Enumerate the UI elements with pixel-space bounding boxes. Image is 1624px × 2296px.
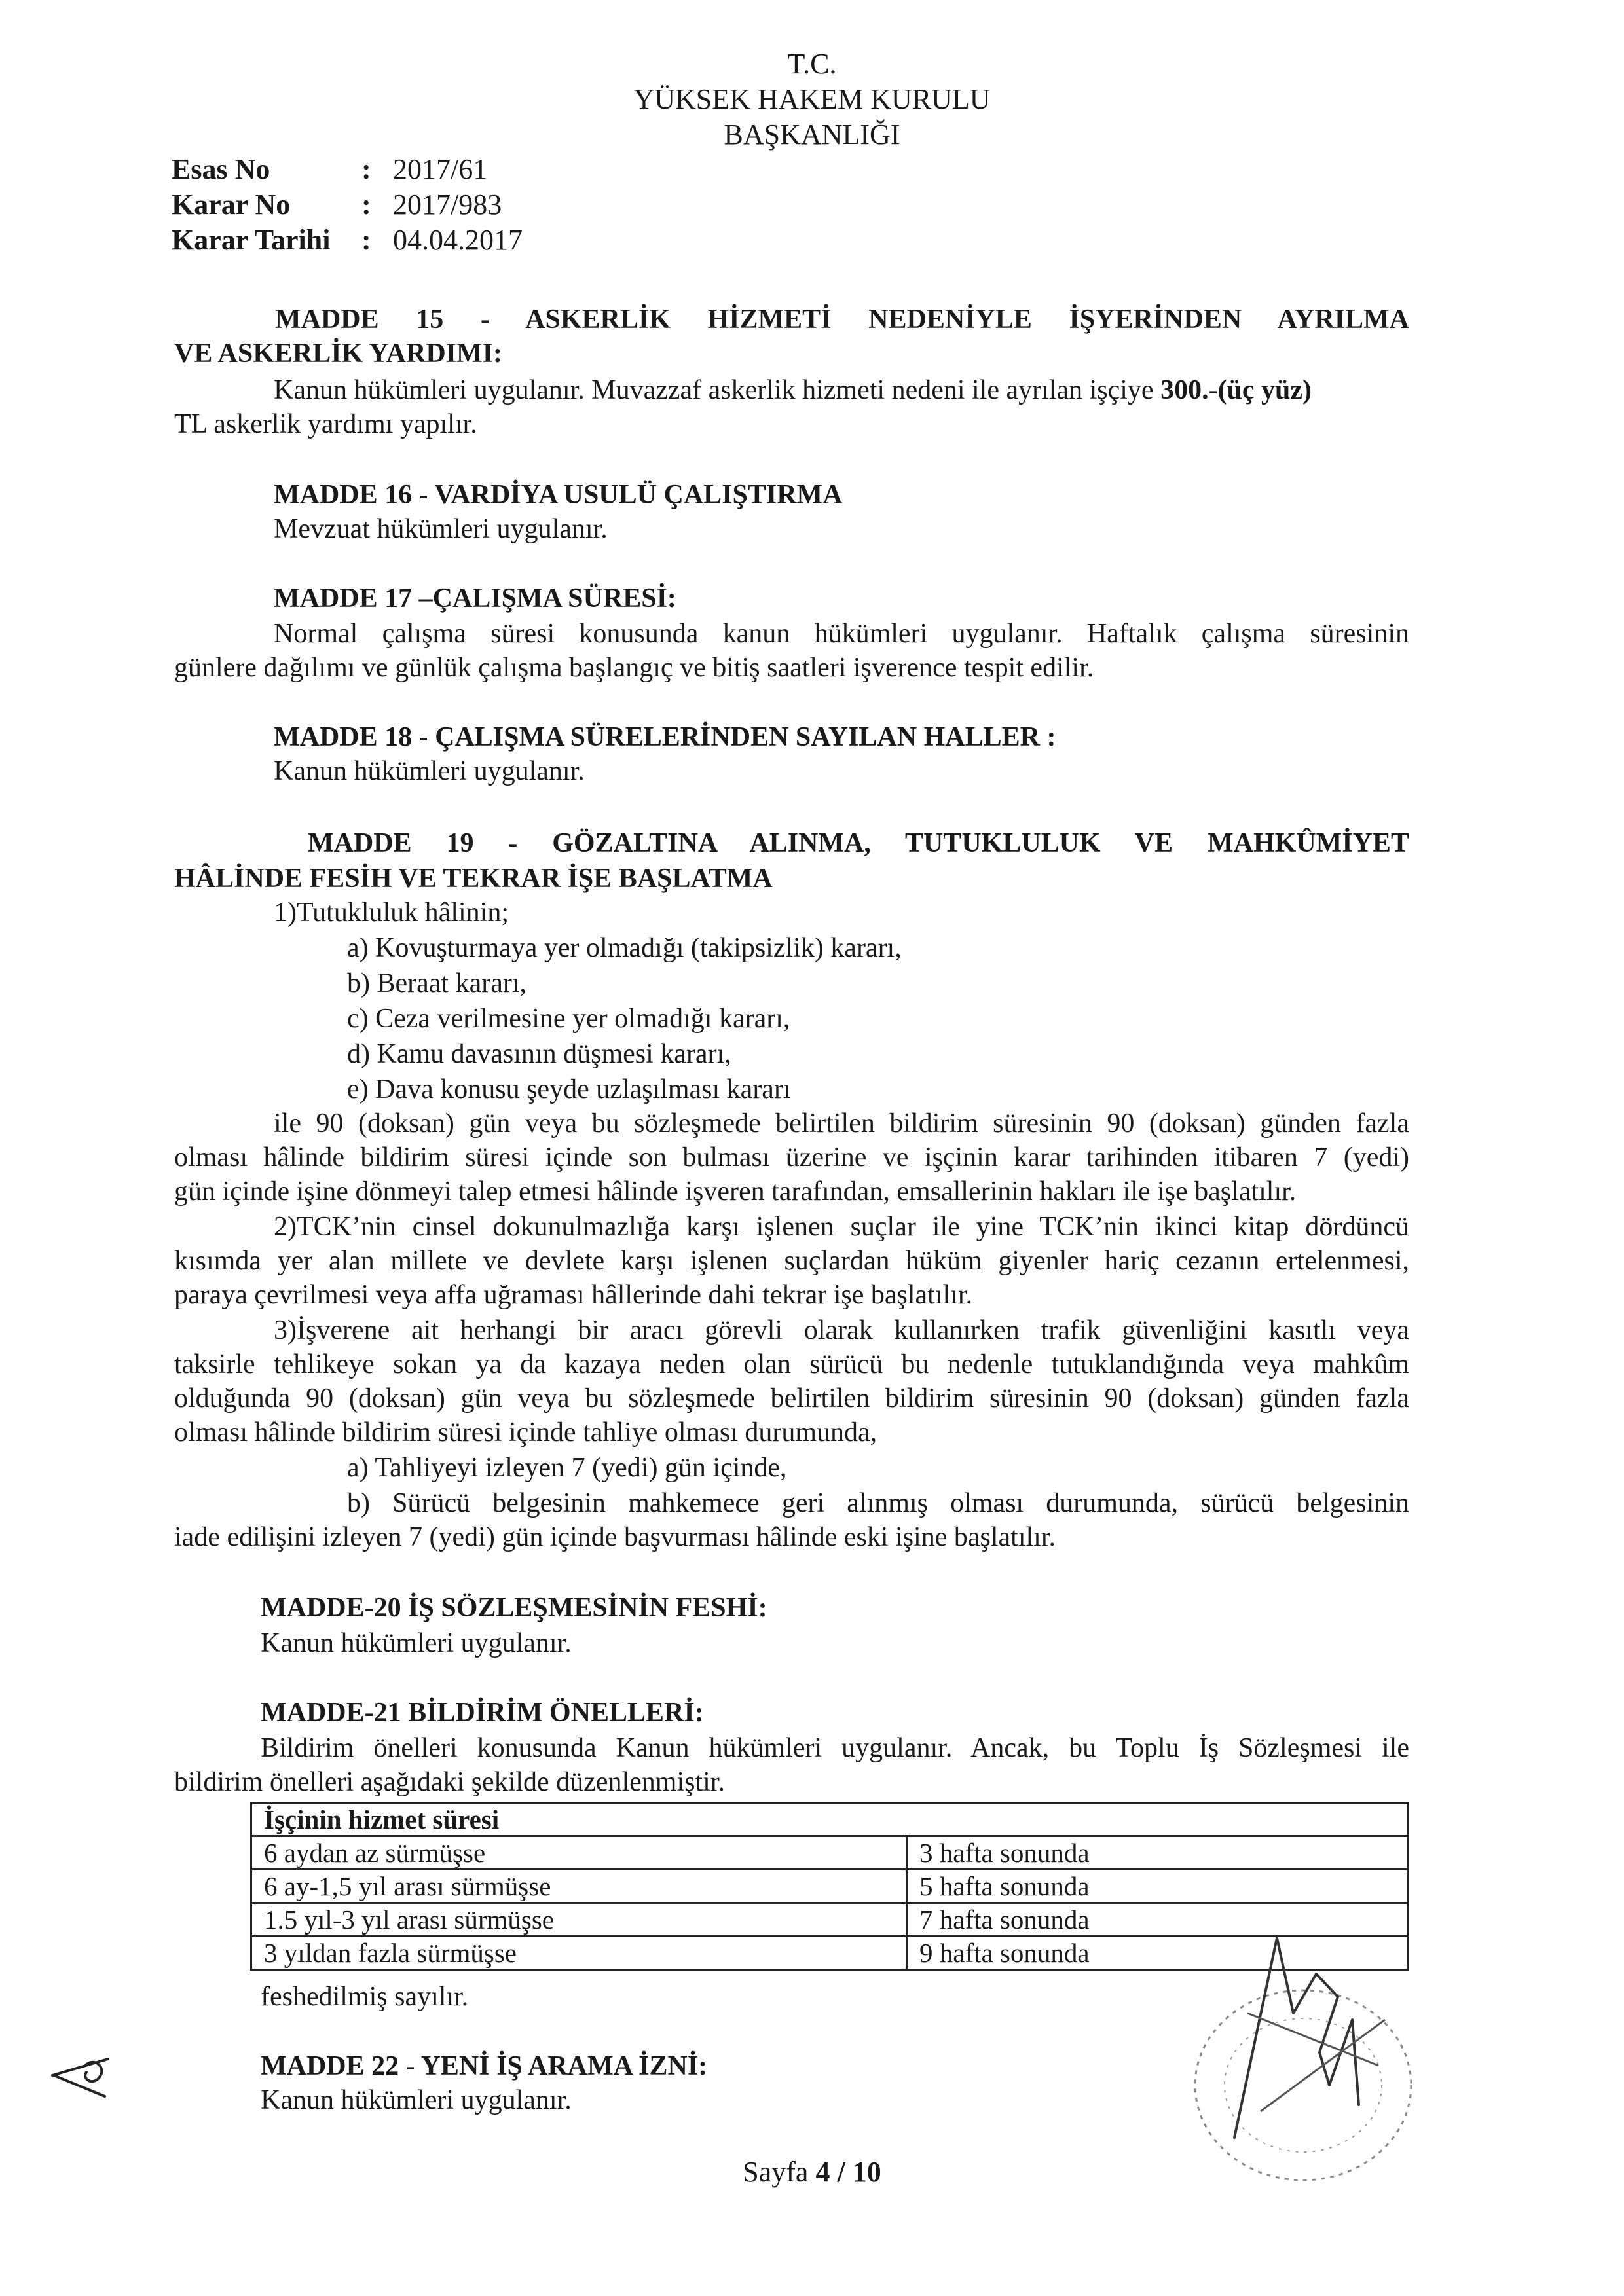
m20-heading: MADDE-20 İŞ SÖZLEŞMESİNİN FESHİ:: [261, 1593, 767, 1623]
table-row: [251, 1836, 1409, 1870]
m19-p3-line1: 3)İşverene ait herhangi bir aracı görevli olarak kullanırken trafik güvenliğini kasıtlı veya: [274, 1315, 1409, 1345]
m21-text-line2: bildirim önelleri aşağıdaki şekilde düzenlenmiştir.: [174, 1767, 725, 1797]
page-number: 4 / 10: [815, 2156, 881, 2188]
header-presidency: BAŞKANLIĞI: [724, 118, 900, 151]
esas-label: Esas No: [172, 153, 270, 185]
notice-period-cell: 9 hafta sonunda: [907, 1937, 1409, 1970]
m19-p3-line4: olması hâlinde bildirim süresi içinde tahliye olması durumunda,: [174, 1417, 877, 1448]
notice-period-cell: 3 hafta sonunda: [907, 1836, 1409, 1870]
m19-p3-line3: olduğunda 90 (doksan) gün veya bu sözleşmede belirtilen bildirim süresinin 90 (doksan) günden fazla: [174, 1383, 1409, 1413]
m19-p1-line2: olması hâlinde bildirim süresi içinde son bulması üzerine ve işçinin karar tarihinden itibaren 7 (yedi): [174, 1142, 1409, 1173]
service-duration-cell: 6 ay-1,5 yıl arası sürmüşse: [251, 1870, 907, 1903]
m15-text-line1: [274, 373, 1312, 407]
notice-period-cell: 7 hafta sonunda: [907, 1903, 1409, 1937]
case-metadata: [172, 152, 523, 258]
esas-value: 2017/61: [393, 153, 488, 185]
m16-heading: MADDE 16 - VARDİYA USULÜ ÇALIŞTIRMA: [274, 480, 843, 510]
m19-p1-line1: ile 90 (doksan) gün veya bu sözleşmede belirtilen bildirim süresinin 90 (doksan) günden fazla: [274, 1108, 1409, 1139]
m19-p1-line3: gün içinde işine dönmeyi talep etmesi hâlinde işveren tarafından, emsallerinin hakları ile işe başlatılır.: [174, 1176, 1297, 1207]
table-row: [251, 1903, 1409, 1937]
official-stamp: [1162, 1935, 1437, 2196]
m19-item-e: e) Dava konusu şeyde uzlaşılması kararı: [347, 1074, 791, 1104]
m19-item-d: d) Kamu davasının düşmesi kararı,: [347, 1039, 731, 1069]
m19-p2-line1: 2)TCK’nin cinsel dokunulmazlığa karşı işlenen suçlar ile yine TCK’nin ikinci kitap dördüncü: [274, 1212, 1409, 1242]
karar-value: 2017/983: [393, 189, 502, 221]
tarih-value: 04.04.2017: [393, 224, 523, 256]
esas-row: [172, 152, 523, 187]
m19-p1-intro: 1)Tutukluluk hâlinin;: [274, 898, 509, 928]
m15-currency: TL: [174, 409, 207, 439]
m19-p3-line2: taksirle tehlikeye sokan ya da kazaya neden olan sürücü bu nedenle tutuklandığında veya mahkûm: [174, 1349, 1409, 1379]
karar-label: Karar No: [172, 189, 291, 221]
table-header-row: [251, 1803, 1409, 1836]
m22-heading: MADDE 22 - YENİ İŞ ARAMA İZNİ:: [261, 2051, 708, 2081]
m18-text: Kanun hükümleri uygulanır.: [274, 756, 585, 786]
header-tc: T.C.: [787, 48, 837, 80]
page-label: Sayfa: [743, 2156, 809, 2188]
m19-item-b: b) Beraat kararı,: [347, 968, 527, 998]
service-duration-cell: 1.5 yıl-3 yıl arası sürmüşse: [251, 1903, 907, 1937]
service-duration-cell: 3 yıldan fazla sürmüşse: [251, 1937, 907, 1970]
m15-amount: 300.-(üç yüz): [1160, 375, 1312, 405]
m19-heading-line1: MADDE 19 - GÖZALTINA ALINMA, TUTUKLULUK VE MAHKÛMİYET: [308, 828, 1409, 858]
m21-text-line1: Bildirim önelleri konusunda Kanun hükümleri uygulanır. Ancak, bu Toplu İş Sözleşmesi ile: [261, 1733, 1409, 1763]
table-row: [251, 1870, 1409, 1903]
m19-item-c: c) Ceza verilmesine yer olmadığı kararı,: [347, 1004, 790, 1034]
m19-p3-item-b-line1: b) Sürücü belgesinin mahkemece geri alınmış olması durumunda, sürücü belgesinin: [347, 1488, 1409, 1518]
m21-after-table: feshedilmiş sayılır.: [261, 1982, 469, 2012]
tarih-row: [172, 223, 523, 258]
m15-text-line2: [174, 407, 477, 441]
m15-heading-line1: MADDE 15 - ASKERLİK HİZMETİ NEDENİYLE İŞYERİNDEN AYRILMA: [275, 304, 1409, 335]
colon: :: [361, 189, 371, 221]
m15-heading-line2: VE ASKERLİK YARDIMI:: [174, 338, 502, 369]
m19-p3-item-b-line2: iade edilişini izleyen 7 (yedi) gün içinde başvurması hâlinde eski işine başlatılır.: [174, 1522, 1056, 1552]
colon: :: [361, 153, 371, 185]
m15-text-end: askerlik yardımı yapılır.: [213, 409, 477, 439]
m17-text-line2: günlere dağılımı ve günlük çalışma başlangıç ve bitiş saatleri işverence tespit edilir.: [174, 653, 1094, 683]
m18-heading: MADDE 18 - ÇALIŞMA SÜRELERİNDEN SAYILAN HALLER :: [274, 722, 1056, 752]
m15-text: Kanun hükümleri uygulanır. Muvazzaf askerlik hizmeti nedeni ile ayrılan işçiye: [274, 375, 1154, 405]
header-institution: YÜKSEK HAKEM KURULU: [633, 83, 991, 115]
m17-text-line1: Normal çalışma süresi konusunda kanun hükümleri uygulanır. Haftalık çalışma süresinin: [274, 619, 1409, 649]
service-duration-cell: 6 aydan az sürmüşse: [251, 1836, 907, 1870]
m17-heading: MADDE 17 –ÇALIŞMA SÜRESİ:: [274, 583, 676, 613]
m19-item-a: a) Kovuşturmaya yer olmadığı (takipsizlik) kararı,: [347, 933, 902, 963]
notice-period-cell: 5 hafta sonunda: [907, 1870, 1409, 1903]
m19-p2-line2: kısımda yer alan millete ve devlete karşı işlenen suçlardan hüküm giyenler hariç cezanın ertelenmesi,: [174, 1246, 1409, 1276]
m20-text: Kanun hükümleri uygulanır.: [261, 1628, 572, 1658]
signature-stroke: [1234, 1938, 1359, 2138]
colon: :: [361, 224, 371, 256]
m16-text: Mevzuat hükümleri uygulanır.: [274, 514, 608, 544]
karar-row: [172, 187, 523, 223]
initials-mark: [46, 2043, 118, 2108]
m19-p2-line3: paraya çevrilmesi veya affa uğraması hâllerinde dahi tekrar işe başlatılır.: [174, 1280, 973, 1310]
m22-text: Kanun hükümleri uygulanır.: [261, 2085, 572, 2115]
m19-heading-line2: HÂLİNDE FESİH VE TEKRAR İŞE BAŞLATMA: [174, 864, 773, 894]
table-header-cell: İşçinin hizmet süresi: [251, 1803, 1409, 1836]
m19-p3-item-a: a) Tahliyeyi izleyen 7 (yedi) gün içinde,: [347, 1453, 787, 1483]
tarih-label: Karar Tarihi: [172, 224, 331, 256]
m21-heading: MADDE-21 BİLDİRİM ÖNELLERİ:: [261, 1698, 704, 1728]
